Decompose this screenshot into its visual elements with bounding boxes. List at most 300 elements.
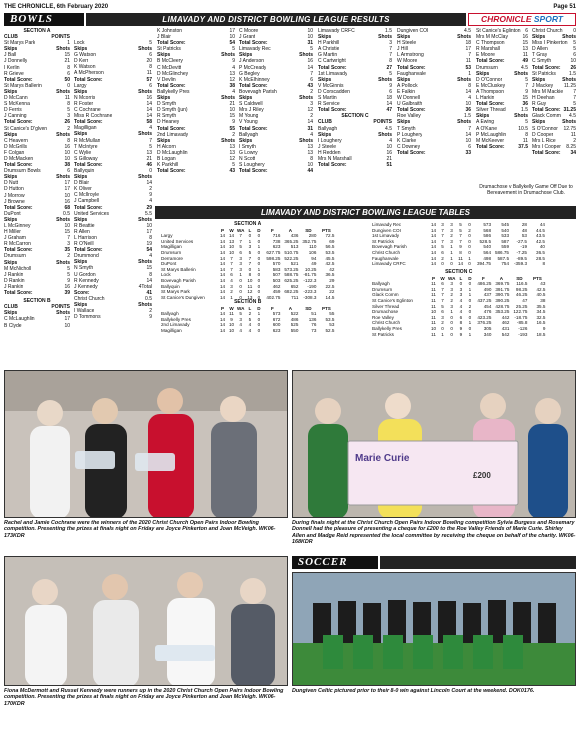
table-cell: 570 [272,261,281,267]
table-cell: 72.5 [325,233,335,239]
row-label: Total Score: [397,107,426,114]
table-cell: 3 [459,286,463,292]
table-cell: 559 [501,244,509,250]
row-value: 8 [67,101,70,108]
row-label: Total Score: [476,101,505,108]
row-value: 16 [64,143,70,150]
table-cell: 4 [239,327,242,333]
table-cell: 462 [272,283,281,289]
row-label: C McDevitt [157,64,182,71]
row-label: Magilligan [74,125,97,132]
table-cell: 43 [540,281,546,287]
row-value: Shots [378,76,392,83]
table-cell: 44.5 [536,227,545,233]
row-label: Skips [397,119,411,126]
table-cell: 5 [441,303,444,309]
table-cell: 340 [483,331,492,337]
table-cell: 122.75 [513,309,528,315]
row-value: 18 [386,95,392,102]
row-value: 58 [146,119,152,126]
row-value: 21 [386,155,392,162]
table-cell: 14 [219,316,226,322]
row-label: Christ Church [74,295,105,302]
row-value: 4.5 [464,28,471,34]
row-value: 9 [389,82,392,89]
row-label: E McCluskey [476,82,506,89]
row-value: 16 [64,283,70,290]
table-cell: 1st Limavady [372,233,400,239]
table-cell: 598.25 [266,255,281,261]
table-col-head: A [499,275,504,281]
row-label: J Hill [397,46,408,53]
row-label: F Colgan [4,149,25,156]
results-col-1 [4,28,70,329]
row-value: 31 [307,125,313,132]
row-label: K McElhinney [239,76,270,83]
row-value: Shots [138,131,152,138]
row-value: 68 [64,204,70,211]
caption-runners-up: Fiona McDermott and Russel Kennedy were runners up in the 2020 Christ Church Open Pairs Indoor Bowling competition. Presenting the prizes at finals night on Friday are Joyce Pinkerton and Joan McVeigh. WK06-170KDR [4,688,284,707]
table-cell: -18.75 [514,314,528,320]
table-cell: St Canice's Eglinton [372,297,413,303]
row-label: Mrs I Cooper [532,143,561,150]
table-cell: 9 [459,244,462,250]
row-label: D Tommons [74,314,101,321]
table-cell: 25.25 [515,303,528,309]
row-value: 0.5 [63,210,70,217]
table-cell: 7 [230,266,233,272]
table-cell: St Canice's Dungiven [161,294,205,300]
row-value: 6 [149,52,152,59]
table-cell: 1 [230,294,233,300]
table-cell: 42.5 [325,261,335,267]
row-label: Total Score: [476,58,505,65]
result-rows [74,40,152,320]
table-cell: 11 [431,331,436,337]
result-rows [239,28,313,174]
points-head: POINTS [51,304,70,311]
row-label: Ballyquin [74,167,95,174]
table-cell: 14 [430,255,437,261]
table-cell: 116.5 [516,281,528,287]
row-value: Shots [56,88,70,95]
row-label: St Canice's Eglinton [476,28,521,34]
row-value: 15 [522,95,528,102]
row-label: Skips [157,52,171,59]
table-cell: 0 [257,233,261,239]
table-cell: 394.75 [476,261,491,267]
table-cell: 682.25 [284,289,299,295]
row-label: V Devlin [157,76,176,83]
table-cell: 353.25 [495,309,510,315]
table-cell: 11 [431,297,436,303]
row-value: 11.25 [563,82,576,89]
row-value: 10 [146,222,152,229]
row-value: Shots [514,113,528,120]
table-cell: 35.5 [536,303,546,309]
row-label: E Moore [476,52,495,59]
row-label: Skips [476,113,490,120]
table-cell: 0 [257,255,261,261]
table-cell: 14 [430,222,437,227]
table-cell: 10 [228,249,235,255]
table-cell: 3 [450,238,453,244]
table-cell: 6 [441,281,444,287]
table-cell: 2nd Limavady [161,322,190,328]
row-label: J Mackey [532,82,554,89]
table-cell: -359.3 [513,261,527,267]
row-value: 6 [468,143,471,150]
row-value: 50 [64,76,70,83]
table-cell: 0 [441,261,444,267]
table-cell: 22.5 [325,283,335,289]
table-cell: St Marys Ballerin [161,266,196,272]
row-value: 16 [386,149,392,156]
row-value: 10 [307,28,313,34]
row-value: 2 [149,308,152,315]
row-label: St Patricks [157,46,181,53]
table-cell: 573.25 [284,266,299,272]
row-label: Total Score: [397,149,426,156]
table-col-head: F [482,275,485,281]
table-cell: 1 [239,272,242,278]
row-value: Shots [562,76,576,83]
row-value: 8 [149,64,152,71]
table-cell: 2 [450,233,453,239]
row-label: C Cartwright [318,58,346,65]
table-cell: 14 [430,233,437,239]
table-cell: 0 [257,238,261,244]
table-cell: Faughanvale [372,255,399,261]
table-cell: DuPont [161,261,177,267]
row-value: 14 [146,113,152,120]
table-cell: 36.5 [536,249,545,255]
table-cell: 503 [272,277,281,283]
table-cell: 44 [539,222,545,227]
row-value: 1.5 [385,28,392,34]
table-cell: 14 [219,283,226,289]
results-col-7 [476,28,528,150]
table-cell: 1 [450,244,453,250]
club-head: CLUB [4,304,18,311]
row-label: Total Score: [74,204,103,211]
table-cell: 0 [257,294,261,300]
row-label: T Smyth [397,125,416,132]
table-cell: 3 [450,227,453,233]
table-cell: Drumachose [372,309,399,315]
table-cell: 8 [248,272,252,278]
row-label: S Caldwell [239,101,263,108]
table-cell: 11 [431,286,436,292]
table-cell: Ballyagh [372,281,390,287]
bowls-section-tag: BOWLS [4,13,84,26]
row-value: 12.75 [563,125,576,132]
result-rows [318,28,392,113]
table-cell: 43.5 [536,233,545,239]
table-cell: 14 [219,289,226,295]
row-label: Skips [4,174,18,181]
table-cell: 7 [441,292,444,298]
table-cell: -85.8 [516,320,528,326]
table-cell: -19 [520,244,527,250]
table-cell: 1 [468,286,472,292]
row-label: Skips [157,137,171,144]
table-cell: 38 [540,297,546,303]
row-value: 13 [146,149,152,156]
row-label: Score: [74,289,90,296]
row-value: 43 [229,168,235,175]
table-cell: 437 [483,292,492,298]
table-cell: Silver Thread [372,303,400,309]
section-a-title: SECTION A [23,28,51,34]
results-col-3 [157,28,235,174]
row-value: 7 [573,88,576,95]
row-value: 8 [389,58,392,65]
section-b-title: SECTION B [23,298,51,305]
row-label: Skips [318,76,332,83]
table-cell: -223.3 [303,289,317,295]
table-cell: 498 [483,255,491,261]
table-cell: 11 [458,255,463,261]
row-label: St Patricks [532,70,556,77]
club-head: CLUB [318,119,332,126]
row-label: H Deehan [532,95,555,102]
row-label: H Miller [4,229,21,236]
row-value: 10 [64,149,70,156]
table-cell: Limavady Rec [372,222,402,227]
row-label: J Campbell [74,198,100,205]
row-label: Ballyagh [318,125,338,132]
row-value: 2 [310,88,313,95]
row-label: St Marys Ballerin [4,82,42,89]
table-cell: 533 [501,233,509,239]
row-label: D Blair [74,180,90,187]
row-label: P McLaughlin [476,131,507,138]
row-value: 17 [64,186,70,193]
row-value: 1.5 [569,70,576,77]
row-value: Shots [378,131,392,138]
row-value: 1 [468,70,471,77]
table-cell: 53.5 [325,249,335,255]
photo-team [292,572,576,686]
table-cell: Roe Valley [372,314,394,320]
row-label: Total Score: [4,247,33,254]
table-cell: 98.25 [515,286,528,292]
row-value: 4 [310,131,313,138]
row-value: 7 [389,52,392,59]
table-row [160,289,335,295]
row-label: Total Score: [532,64,561,71]
result-row [239,168,313,174]
points-head: POINTS [51,34,70,41]
row-value: 16 [307,58,313,65]
row-label: Skips [532,34,546,41]
table-cell: 305 [483,325,492,331]
row-value: 10 [64,192,70,199]
row-label: J Rankin [4,271,24,278]
table-cell: 376.25 [477,320,492,326]
row-value: 5 [310,46,313,53]
table-cell: 10 [228,327,235,333]
row-label: D McCann [4,95,28,102]
paper-date: THE CHRONICLE, 6th February 2020 [4,4,109,10]
row-label: R McMullan [74,137,101,144]
row-value: 10 [307,34,313,41]
results-col-6 [397,28,471,156]
row-label: A Thompson [476,88,504,95]
table-cell: 7 [230,255,233,261]
row-label: 1st Limavady [318,70,348,77]
row-label: Total Score: [532,107,561,114]
table-cell: Magilligan [161,327,182,333]
row-value: 4 [149,253,152,260]
table-cell: 16.5 [536,320,546,326]
caption-winners: Rachel and Jamie Cochrane were the winners of the 2020 Christ Church Open Pairs Indoor Bowling competition. Presenting the prizes at finals night on Friday are Joyce Pinkerton and Joan McVeigh. WK06-173KDR [4,520,276,539]
table-cell: 0 [468,244,471,250]
table-cell: -27.5 [516,238,527,244]
row-label: D Allen [532,46,548,53]
row-value: 7 [389,46,392,53]
row-label: T McIntyre [74,143,98,150]
row-label: K Clarke [397,137,417,144]
table-cell: 513 [290,244,299,250]
row-label: G Martin [318,52,338,59]
table-cell: 476 [483,309,492,315]
row-value: 15 [522,40,528,47]
table-cell: 0 [257,327,261,333]
row-label: P McCready [239,64,267,71]
row-label: V McGinnis [318,82,344,89]
table-cell: 53 [329,322,335,328]
row-label: I Smyth [239,143,256,150]
table-cell: 1 [441,331,444,337]
row-value: 8 [525,131,528,138]
row-value: 54 [146,247,152,254]
row-label: Total Score: [4,204,33,211]
row-label: Skips [4,131,18,138]
row-label: Skips [318,34,332,41]
row-label: R Marshall [476,46,500,53]
result-row [4,323,70,329]
table-cell: Drumsurn [372,286,393,292]
row-label: R Foster [74,100,94,107]
table-cell: Lock [161,272,171,278]
team-photo-image [293,573,576,686]
table-cell: 46.25 [515,292,528,298]
table-cell: 0 [468,249,471,255]
table-cell: 0 [468,238,471,244]
results-col-2 [74,40,152,320]
row-value: 6 [525,28,528,34]
table-cell: 431 [501,325,510,331]
row-value: 16 [64,198,70,205]
table-cell: 14 [219,238,226,244]
row-label: A Christie [318,46,340,53]
row-value: 6 [67,70,70,77]
table-col-head: P [220,227,225,233]
row-value: 2 [67,253,70,260]
table-cell: 7 [248,261,252,267]
winners-photo-image [5,371,288,518]
row-label: Skips [532,76,546,83]
row-value: 14 [465,131,471,138]
table-cell: 10 [430,309,437,315]
table-cell: 7 [230,261,233,267]
row-value: 37.5 [518,143,528,150]
row-value: Shots [514,70,528,77]
row-value: 6 [310,76,313,83]
row-value: 12 [307,107,313,114]
table-cell: 390.25 [495,297,510,303]
row-value: 10 [64,322,70,329]
table-cell: 0 [468,325,472,331]
table-cell: 0 [450,325,453,331]
table-col-head: SD [305,305,312,311]
table-cell: 402.75 [266,294,281,300]
row-label: Total Score: [74,119,103,126]
row-value: 0 [573,28,576,34]
table-cell: 0 [257,277,261,283]
row-value: 13 [522,46,528,53]
row-value: 13 [229,149,235,156]
row-label: S O'Connor [532,125,558,132]
row-label: G Begley [239,70,260,77]
table-cell: 7 [459,233,462,239]
row-label: Skips [532,119,546,126]
table-cell: 110 [309,244,317,250]
table-cell: 754 [501,261,509,267]
row-label: R O'Neill [74,241,94,248]
table-cell: 442 [501,314,510,320]
table-cell: 2 [450,297,453,303]
row-value: 4 [232,88,235,95]
row-label: C Heavern [4,137,28,144]
row-label: I Loughery [318,137,342,144]
table-cell: 507 [272,272,281,278]
result-rows [4,310,70,328]
row-value: 9 [149,314,152,321]
row-label: Total Score: [476,143,505,150]
table-cell: 18.5 [536,331,546,337]
row-value: 9 [232,119,235,126]
table-cell: 0 [468,314,472,320]
row-value: 16 [522,34,528,41]
row-label: L Harrison [74,235,97,241]
table-cell: 490 [483,286,492,292]
row-label: R McCarron [4,241,31,248]
row-label: Skips [74,131,88,138]
table-cell: 73 [311,327,317,333]
table-cell: 390.75 [495,292,510,298]
row-label: C Downey [397,143,421,150]
table-cell: 22 [329,289,335,295]
table-col-head: D [257,227,261,233]
table-row [160,278,335,284]
row-value: 38 [229,82,235,89]
table-cell: 8 [542,261,545,267]
row-value: 31.25 [563,107,576,114]
table-cell: 5 [239,244,242,250]
row-label: Total Score: [318,64,347,71]
row-label: Drumsurn [4,253,26,260]
row-label: Total Score: [74,76,103,83]
table-cell: 49 [311,261,317,267]
table-cell: 369.75 [495,281,510,287]
table-col-head: P [431,275,436,281]
row-value: 14 [307,64,313,71]
table-cell: 4 [459,309,463,315]
row-value: 10 [307,162,313,169]
